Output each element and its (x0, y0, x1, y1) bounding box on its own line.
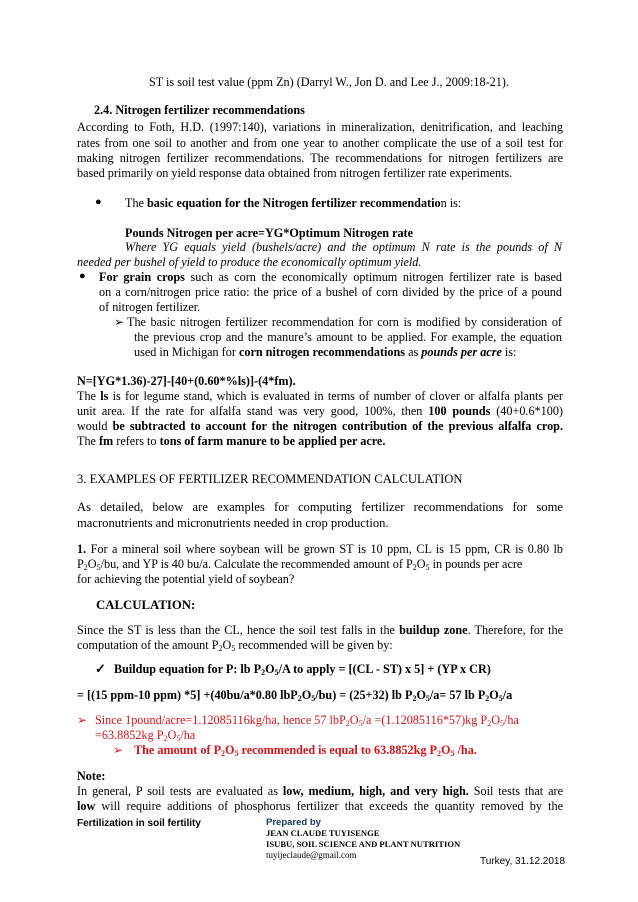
paragraph-line: According to Foth, H.D. (1997:140), variations in mineralization, denitrification, and leaching (77, 120, 563, 134)
arrow-item-line: The basic nitrogen fertilizer recommendation for corn is modified by consideration of (127, 315, 562, 329)
example-question-line: for achieving the potential yield of soybean? (77, 572, 295, 586)
paragraph-line: making nitrogen fertilizer recommendations. The recommendations for nitrogen fertilizers are (77, 151, 563, 165)
footer-institution: ISUBU, SOIL SCIENCE AND PLANT NUTRITION (266, 839, 461, 849)
footer-email: tuyijeclaude@gmail.com (266, 850, 357, 860)
bullet-grain-crops-line: of nitrogen fertilizer. (99, 300, 201, 314)
example-question-line: 1. For a mineral soil where soybean will be grown ST is 10 ppm, CL is 15 ppm, CR is 0.80 lb (77, 542, 563, 556)
arrow-bullet-icon: ➢ (113, 743, 124, 757)
paragraph-line: unit area. If the rate for alfalfa stand was very good, 100%, then 100 pounds (40+0.6*100) (77, 404, 563, 418)
buildup-equation: Buildup equation for P: lb $P_2O_5/A$ to apply = [(CL - ST) x 5] + (YP x CR) (114, 662, 491, 677)
footer-place-date: Turkey, 31.12.2018 (480, 856, 566, 867)
section-heading-2-4: 2.4. Nitrogen fertilizer recommendations (94, 103, 305, 117)
arrow-item-line: used in Michigan for corn nitrogen recommendations as pounds per acre is: (134, 345, 517, 359)
equation-pounds-nitrogen: Pounds Nitrogen per acre=YG*Optimum Nitrogen rate (125, 226, 414, 240)
paragraph-line: low will require additions of phosphorus fertilizer that exceeds the quantity removed by the (77, 799, 563, 813)
equation-note-line: Where YG equals yield (bushels/acre) and the optimum N rate is the pounds of N (125, 240, 562, 254)
paragraph-line: based primarily on yield response data obtained from nitrogen fertilizer rate experiments. (77, 166, 513, 180)
paragraph-line: computation of the amount $P_2O_5$ recommended will be given by: (77, 638, 393, 653)
paragraph-line: macronutrients and micronutrients needed in crop production. (77, 516, 389, 530)
conversion-line: Since 1pound/acre=1.12085116kg/ha, hence 57 $lbP_2O_5/a =(1.12085116*57)kg$ $P_2O_5/ha$ (95, 713, 519, 728)
paragraph-line: In general, P soil tests are evaluated as low, medium, high, and very high. Soil tests that are (77, 784, 563, 798)
equation-note-line: needed per bushel of yield to produce the economically optimum yield. (77, 255, 422, 269)
bullet-basic-equation: The basic equation for the Nitrogen fertilizer recommendation is: (125, 196, 462, 210)
bullet-icon: ● (95, 196, 102, 208)
example-question-line: $P_2O_5/bu$, and YP is 40 bu/a. Calculate the recommended amount of $P_2O_5$ in pounds per acre (77, 557, 523, 572)
section-heading-3: 3. EXAMPLES OF FERTILIZER RECOMMENDATION CALCULATION (77, 472, 463, 486)
st-definition-line: ST is soil test value (ppm Zn) (Darryl W., Jon D. and Lee J., 2009:18-21). (149, 75, 509, 89)
arrow-bullet-icon: ➢ (114, 315, 125, 329)
arrow-item-line: the previous crop and the manure’s amount to be applied. For example, the equation (134, 330, 562, 344)
paragraph-line: As detailed, below are examples for computing fertilizer recommendations for some (77, 500, 563, 514)
paragraph-line: The ls is for legume stand, which is evaluated in terms of number of clover or alfalfa plants per (77, 389, 563, 403)
bullet-grain-crops: For grain crops such as corn the economically optimum nitrogen fertilizer rate is based (99, 270, 563, 284)
paragraph-line: would be subtracted to account for the nitrogen contribution of the previous alfalfa crop. (77, 419, 564, 433)
paragraph-line: The fm refers to tons of farm manure to be applied per acre. (77, 434, 386, 448)
calculation-heading: CALCULATION: (96, 598, 196, 612)
conversion-line: =63.8852kg $P_2O_5/ha$ (95, 728, 196, 743)
note-heading: Note: (77, 769, 106, 783)
buildup-calculation: = [(15 ppm-10 ppm) *5] +(40bu/a*0.80 $lbP_2O_5/bu) = (25+32)$ lb $P_2O_5/a= 57$ lb $P_2O_5/a$ (77, 688, 513, 703)
footer-title: Fertilization in soil fertility (77, 818, 201, 829)
bullet-grain-crops-line: on a corn/nitrogen price ratio: the price of a bushel of corn divided by the price of a pound (99, 285, 562, 299)
result-line: The amount of $P_2O_5$ recommended is equal to 63.8852kg $P_2O_5$ /ha. (134, 743, 477, 758)
footer-prepared-by: Prepared by (266, 817, 321, 828)
checkmark-icon: ✓ (95, 661, 106, 676)
footer-author-block (266, 817, 460, 861)
paragraph-line: Since the ST is less than the CL, hence the soil test falls in the buildup zone. Therefore, for the (77, 623, 564, 637)
paragraph-line: rates from one soil to another and from one year to another complicate the use of a soil test for (77, 136, 563, 150)
bullet-icon: ● (79, 270, 86, 282)
equation-michigan: N=[YG*1.36)-27]-[40+(0.60*%ls)]-(4*fm). (77, 374, 296, 388)
arrow-bullet-icon: ➢ (77, 713, 88, 727)
footer-author-name: JEAN CLAUDE TUYISENGE (266, 828, 380, 838)
